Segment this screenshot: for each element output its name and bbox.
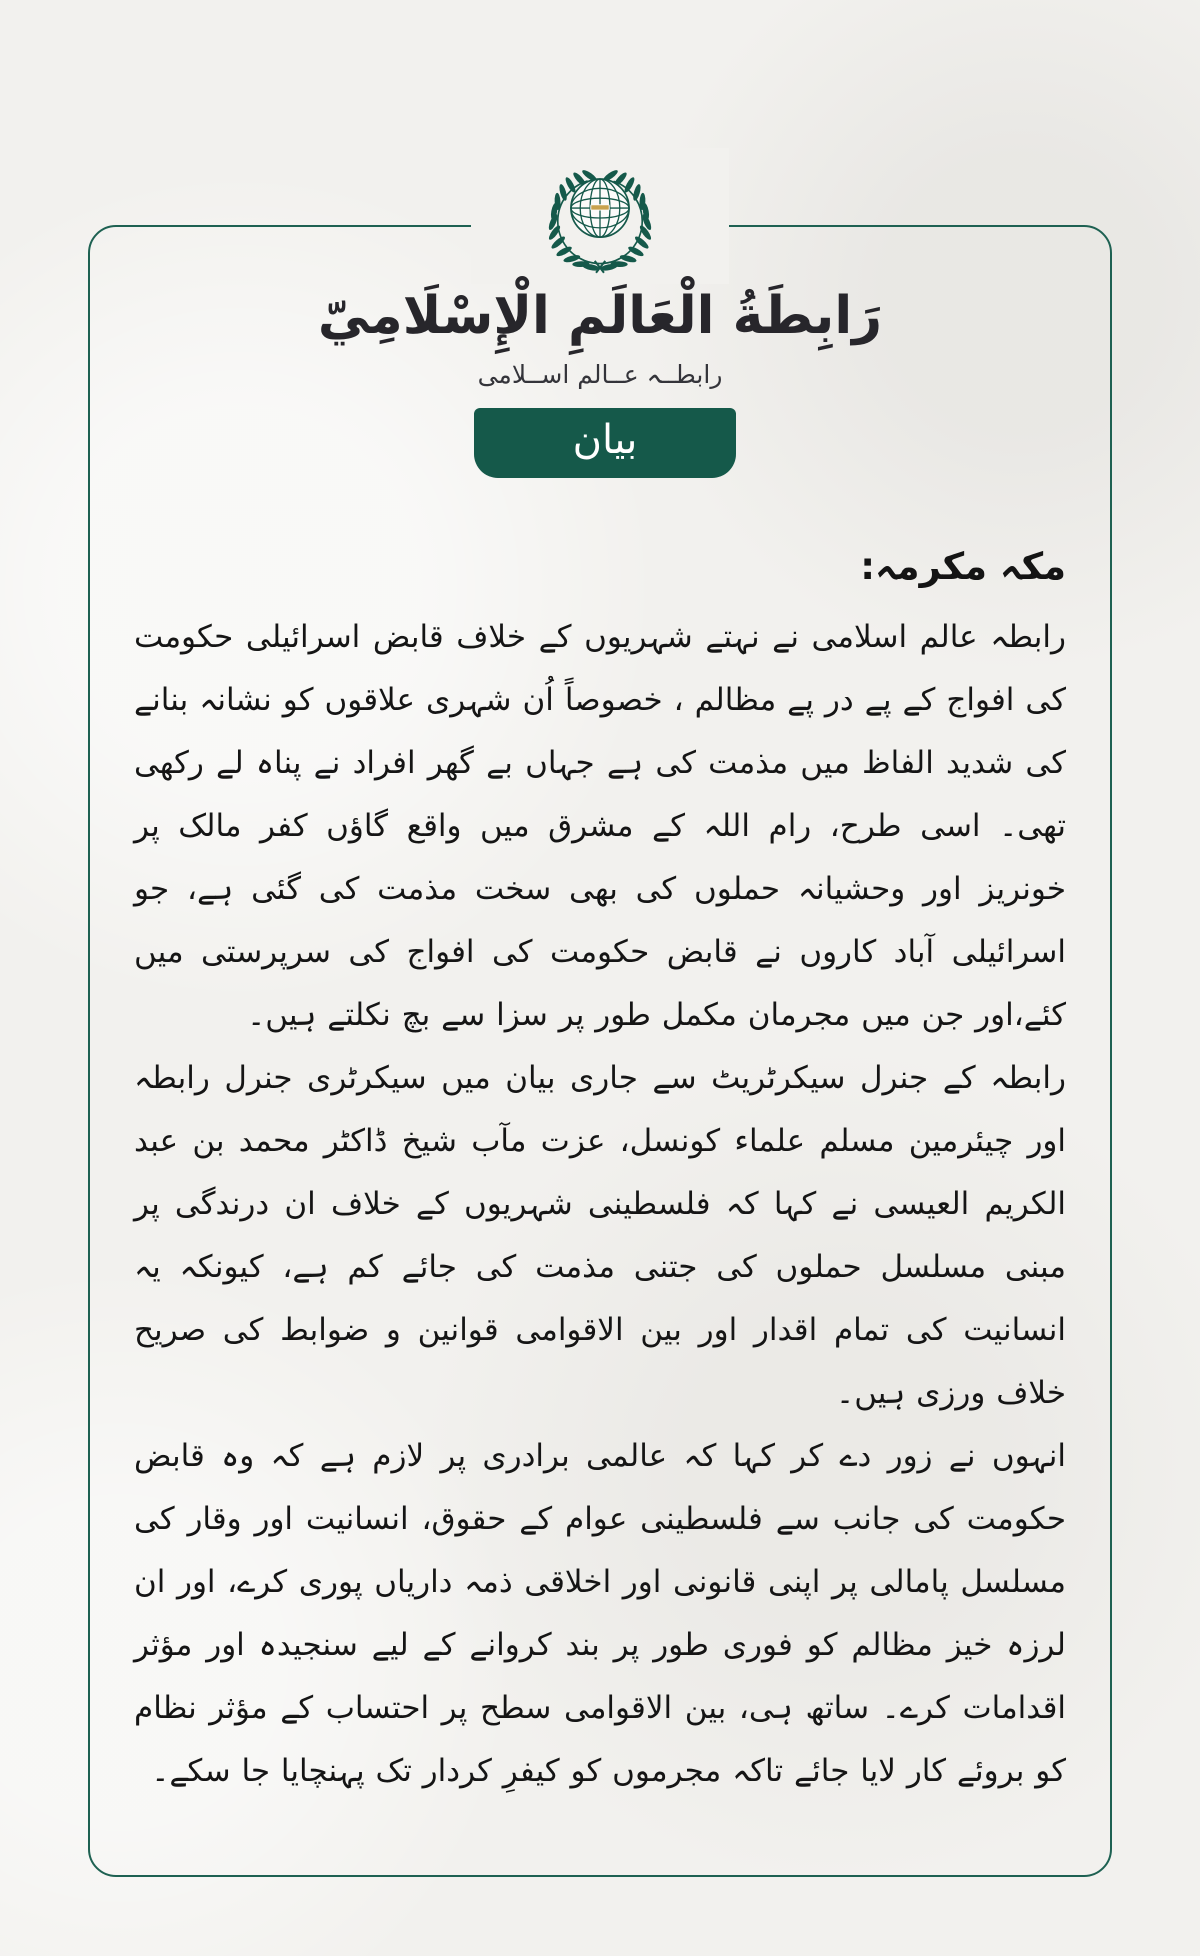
wreath-globe-icon — [534, 150, 666, 282]
banner-label: بیان — [572, 417, 638, 463]
statement-paragraph: رابطہ عالم اسلامی نے نہتے شہریوں کے خلاف قابض اسرائیلی حکومت کی افواج کے پے در پے مظالم ، خصوصاً اُن شہری علاقوں کو نشانہ بنانے کی شدید الفاظ میں مذمت کی ہے جہاں بے گھر افراد نے پناہ لے رکھی تھی۔ اسی طرح، رام اللہ کے مشرق میں واقع گاؤں کفر مالک پر خونریز اور وحشیانہ حملوں کی بھی سخت مذمت کی گئی ہے، جو اسرائیلی آباد کاروں نے قابض حکومت کی افواج کی سرپرستی میں کئے،اور جن میں مجرمان مکمل طور پر سزا سے بچ نکلتے ہیں۔ — [134, 619, 1066, 1033]
dateline-heading: مکہ مکرمہ: — [860, 545, 1066, 588]
muslim-world-league-emblem — [471, 148, 729, 284]
organization-calligraphy-title: رَابِطَةُ الْعَالَمِ الْإِسْلَامِيّ — [317, 286, 883, 346]
statement-body — [134, 545, 1066, 1803]
statement-paragraph: رابطہ کے جنرل سیکرٹریٹ سے جاری بیان میں سیکرٹری جنرل رابطہ اور چیئرمین مسلم علماء کونسل، عزت مآب شیخ ڈاکٹر محمد بن عبد الکریم العیسی نے کہا کہ فلسطینی شہریوں کے خلاف ان درندگی پر مبنی مسلسل حملوں کی جتنی مذمت کی جائے کم ہے، کیونکہ یہ انسانیت کی تمام اقدار اور بین الاقوامی قوانین و ضوابط کی صریح خلاف ورزی ہیں۔ — [134, 1060, 1066, 1411]
statement-paragraph: انہوں نے زور دے کر کہا کہ عالمی برادری پر لازم ہے کہ وہ قابض حکومت کی جانب سے فلسطینی عوام کے حقوق، انسانیت اور وقار کی مسلسل پامالی پر اپنی قانونی اور اخلاقی ذمہ داریاں پوری کرے، اور ان لرزہ خیز مظالم کو فوری طور پر بند کروانے کے لیے سنجیدہ اور مؤثر اقدامات کرے۔ ساتھ ہی، بین الاقوامی سطح پر احتساب کے مؤثر نظام کو بروئے کار لایا جائے تاکہ مجرموں کو کیفرِ کردار تک پہنچایا جا سکے۔ — [134, 1438, 1066, 1789]
kaaba-band — [591, 205, 609, 210]
statement-type-banner — [474, 408, 736, 478]
organization-subtitle: رابطــہ عــالم اســلامی — [477, 360, 723, 389]
